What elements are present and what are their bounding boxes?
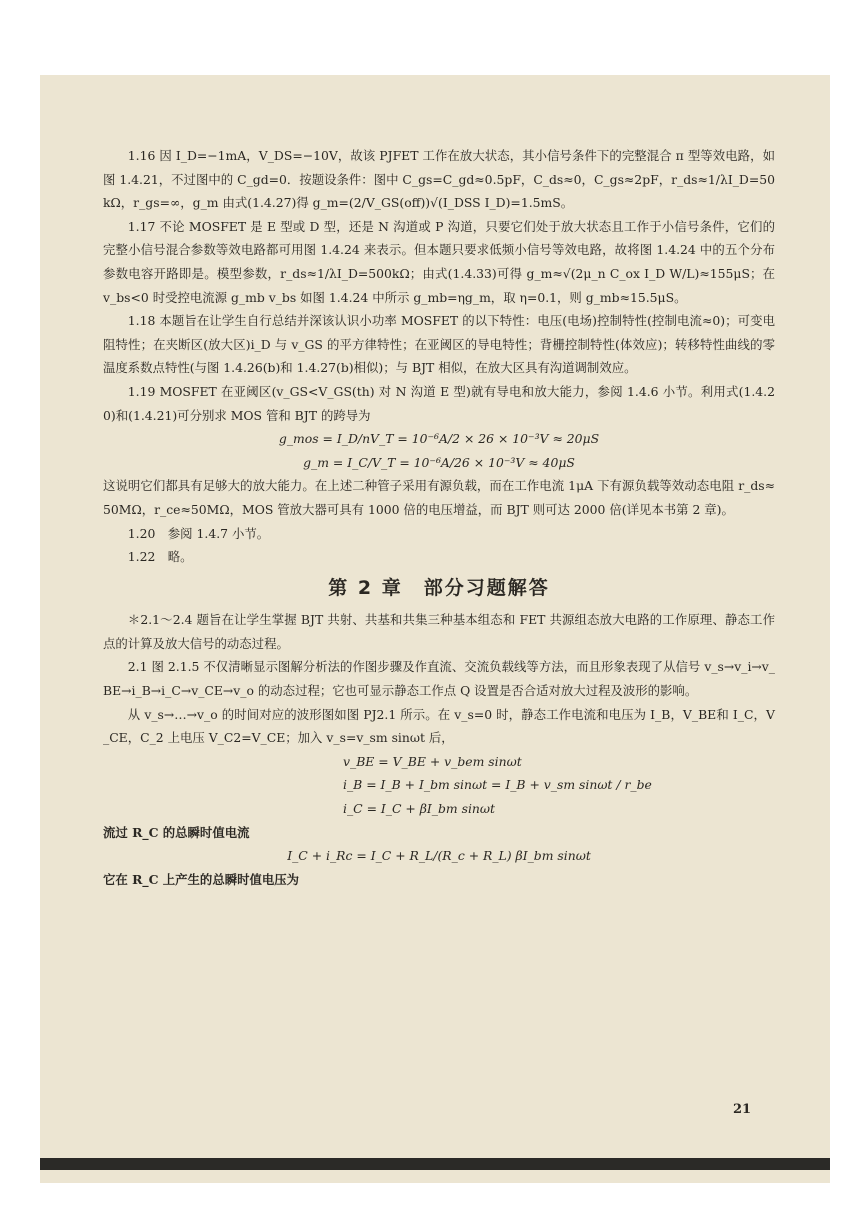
label-rc-current: 流过 R_C 的总瞬时值电流: [103, 824, 250, 840]
chapter-title: 第 2 章 部分习题解答: [328, 576, 550, 599]
paragraph-2-1: 2.1 图 2.1.5 不仅清晰显示图解分析法的作图步骤及作直流、交流负载线等方法，而且形象表现了从信号 v_s→v_i→v_BE→i_B→i_C→v_CE→v_o 的动态过程；它也可显示静态工作点 Q 设置是否合适对放大过程及波形的影响。: [103, 659, 775, 699]
equation-ib: i_B = I_B + I_bm sinωt = I_B + v_sm sinωt / r_be: [343, 777, 652, 793]
equation-rc-current: I_C + i_Rc = I_C + R_L/(R_c + R_L) βI_bm sinωt: [287, 848, 591, 864]
paragraph-conclusion: 这说明它们都具有足够大的放大能力。在上述二种管子采用有源负载，而在工作电流 1μA 下有源负载等效动态电阻 r_ds≈50MΩ，r_ce≈50MΩ，MOS 管放大器可具有 1000 倍的电压增益，而 BJT 则可达 2000 倍(详见本书第 2 章)。: [103, 478, 775, 517]
equation-vbe: v_BE = V_BE + v_bem sinωt: [343, 753, 522, 769]
scan-edge-shadow: [40, 1158, 830, 1170]
document-body: [103, 144, 775, 891]
item-1-20: 1.20 参阅 1.4.7 小节。: [127, 525, 270, 541]
page-number: 21: [733, 1102, 752, 1117]
equation-gm: g_m = I_C/V_T = 10⁻⁶A/26 × 10⁻³V ≈ 40μS: [303, 454, 575, 470]
paragraph-1-16: 1.16 因 I_D=−1mA，V_DS=−10V，故该 PJFET 工作在放大状态，其小信号条件下的完整混合 π 型等效电路，如图 1.4.21，不过图中的 C_gd=0．按题设条件：图中 C_gs=C_gd≈0.5pF，C_ds≈0，C_gs≈2pF，r_ds≈1/λI_D=50kΩ，r_gs=∞，g_m 由式(1.4.27)得 g_m=(2/V_GS(off))√(I_DSS I_D)=1.5mS。: [103, 148, 775, 211]
equation-gmos: g_mos = I_D/nV_T = 10⁻⁶A/2 × 26 × 10⁻³V ≈ 20μS: [278, 431, 600, 447]
item-1-22: 1.22 略。: [127, 549, 193, 565]
paragraph-2-1-intro: ＊2.1～2.4 题旨在让学生掌握 BJT 共射、共基和共集三种基本组态和 FET 共源组态放大电路的工作原理、静态工作点的计算及放大信号的动态过程。: [103, 612, 775, 651]
paragraph-1-18: 1.18 本题旨在让学生自行总结并深该认识小功率 MOSFET 的以下特性：电压(电场)控制特性(控制电流≈0)；可变电阻特性；在夹断区(放大区)i_D 与 v_GS 的平方律特性；在亚阈区的导电特性；背栅控制特性(体效应)；转移特性曲线的零温度系数点特性(与图 1.4.26(b)和 1.4.27(b)相似)；与 BJT 相似，在放大区具有沟道调制效应。: [103, 313, 775, 376]
paragraph-waveform: 从 v_s→…→v_o 的时间对应的波形图如图 PJ2.1 所示。在 v_s=0 时，静态工作电流和电压为 I_B，V_BE和 I_C，V_CE，C_2 上电压 V_C2=V_CE；加入 v_s=v_sm sinωt 后，: [103, 706, 775, 746]
label-rc-voltage: 它在 R_C 上产生的总瞬时值电压为: [103, 871, 300, 887]
paragraph-1-17: 1.17 不论 MOSFET 是 E 型或 D 型，还是 N 沟道或 P 沟道，只要它们处于放大状态且工作于小信号条件，它们的完整小信号混合参数等效电路都可用图 1.4.24 来表示。但本题只要求低频小信号等效电路，故将图 1.4.24 中的五个分布参数电容开路即是。模型参数，r_ds≈1/λI_D=500kΩ；由式(1.4.33)可得 g_m≈√(2μ_n C_ox I_D W/L)≈155μS；在 v_bs<0 时受控电流源 g_mb v_bs 如图 1.4.24 中所示 g_mb=ηg_m，取 η=0.1，则 g_mb≈15.5μS。: [103, 218, 775, 305]
equation-ic: i_C = I_C + βI_bm sinωt: [343, 801, 495, 817]
paragraph-1-19: 1.19 MOSFET 在亚阈区(v_GS<V_GS(th) 对 N 沟道 E 型)就有导电和放大能力，参阅 1.4.6 小节。利用式(1.4.20)和(1.4.21)可分别求 MOS 管和 BJT 的跨导为: [103, 383, 775, 423]
